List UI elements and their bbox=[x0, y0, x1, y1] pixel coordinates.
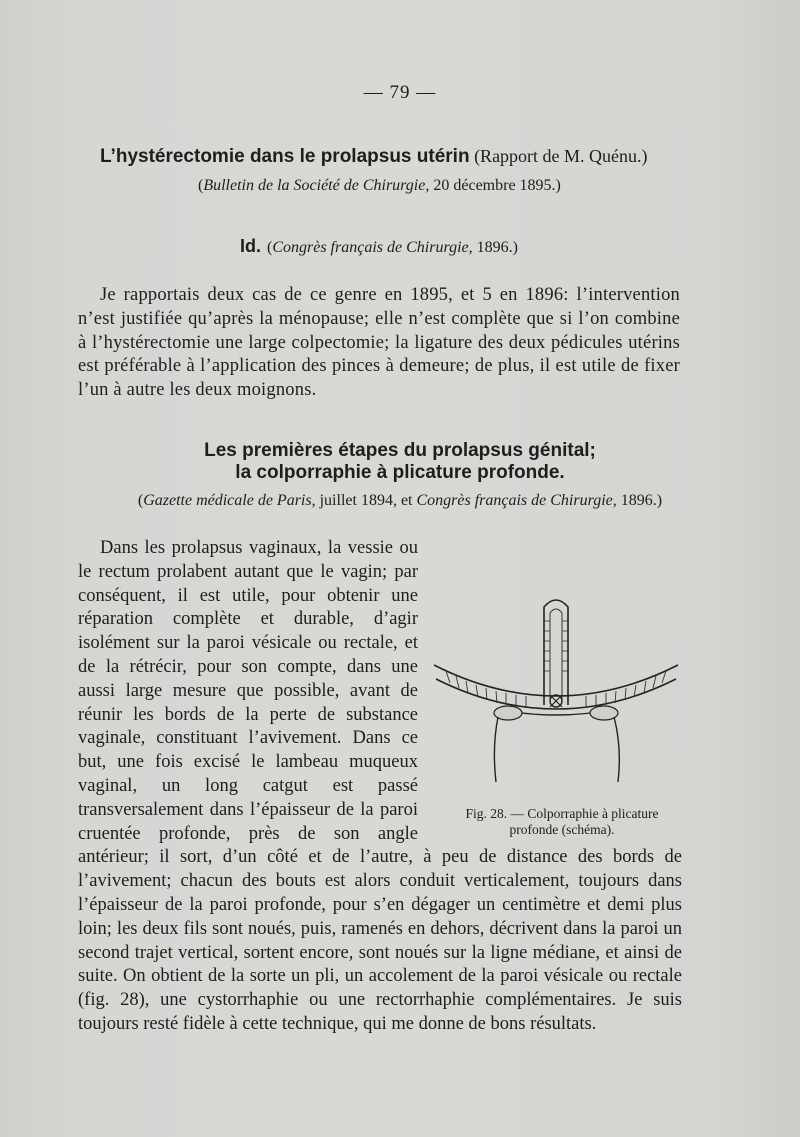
article1-title bbox=[100, 146, 720, 168]
article3-citation: (Gazette médicale de Paris, juillet 1894, et Congrès français de Chirurgie, 1896.) bbox=[137, 492, 663, 509]
figure-28 bbox=[426, 587, 688, 844]
page-number: — 79 — bbox=[363, 82, 437, 103]
article3-title-line1: Les premières étapes du prolapsus génital; bbox=[204, 440, 596, 461]
article3-title-line2: la colporraphie à plicature profonde. bbox=[235, 462, 565, 483]
article2-citation: Id. (Congrès français de Chirurgie, 1896.) bbox=[240, 236, 518, 256]
article1-title-bold: L’hystérectomie dans le prolapsus utérin bbox=[100, 146, 470, 167]
article1-date: 20 décembre 1895.) bbox=[429, 177, 561, 194]
article3-body bbox=[78, 537, 682, 1037]
article3-title bbox=[0, 440, 800, 484]
article2-journal: Congrès français de Chirurgie, bbox=[272, 239, 473, 256]
article1-journal: Bulletin de la Société de Chirurgie, bbox=[203, 177, 430, 194]
figure-caption: Fig. 28. — Colporraphie à plicature profonde (schéma). bbox=[465, 806, 659, 837]
colporraphie-diagram bbox=[426, 587, 688, 797]
article2-id-label: Id. bbox=[240, 236, 261, 256]
article2-date: 1896.) bbox=[472, 239, 518, 256]
article3-journal1: Gazette médicale de Paris, bbox=[143, 492, 316, 509]
article3-paragraph: Dans les prolapsus vaginaux, la vessie ou le rectum prolabent autant que le vagin; par conséquent, il est utile, pour obtenir une réparation complète et durable, d’agir isolément sur la paroi vésicale ou rectale, et de la rétrécir, pour son compte, dans une aussi large mesure que possible, avant de réunir les bords de la perte de substance vaginale, constituant l’avivement. Dans ce but, une fois excisé le lambeau muqueux vaginal, un long catgut est passé transversalement dans l’épaisseur de la paroi cruentée profonde, près de son angle antérieur; il sort, d’un côté et de l’autre, à peu de distance des bords de l’avivement; chacun des bouts est alors conduit verticalement, toujours dans l’épaisseur de la paroi profonde, pour s’en dégager un centimètre et demi plus loin; les deux fils sont noués, puis, ramenés en dehors, décrivent dans la paroi un second trajet vertical, sortent encore, sont noués sur la ligne médiane, et ainsi de suite. On obtient de la sorte un pli, un accolement de la paroi vésicale ou rectale (fig. 28), une cystorrhaphie ou une rectorrhaphie complémentaires. Je suis toujours resté fidèle à cette technique, qui me donne de bons résultats. bbox=[78, 538, 682, 1034]
article1-title-rest: (Rapport de M. Quénu.) bbox=[469, 146, 648, 166]
article2-paragraph: Je rapportais deux cas de ce genre en 1895, et 5 en 1896: l’intervention n’est justifiée qu’après la ménopause; elle n’est complète que si l’on combine à l’hystérectomie une large colpectomie; la ligature des deux pédicules utérins est préférable à l’application des pinces à demeure; de plus, il est utile de fixer l’un à autre les deux moignons. bbox=[78, 285, 680, 401]
article1-citation: (Bulletin de la Société de Chirurgie, 20 décembre 1895.) bbox=[198, 177, 561, 194]
article3-journal2: Congrès français de Chirurgie, bbox=[416, 492, 617, 509]
